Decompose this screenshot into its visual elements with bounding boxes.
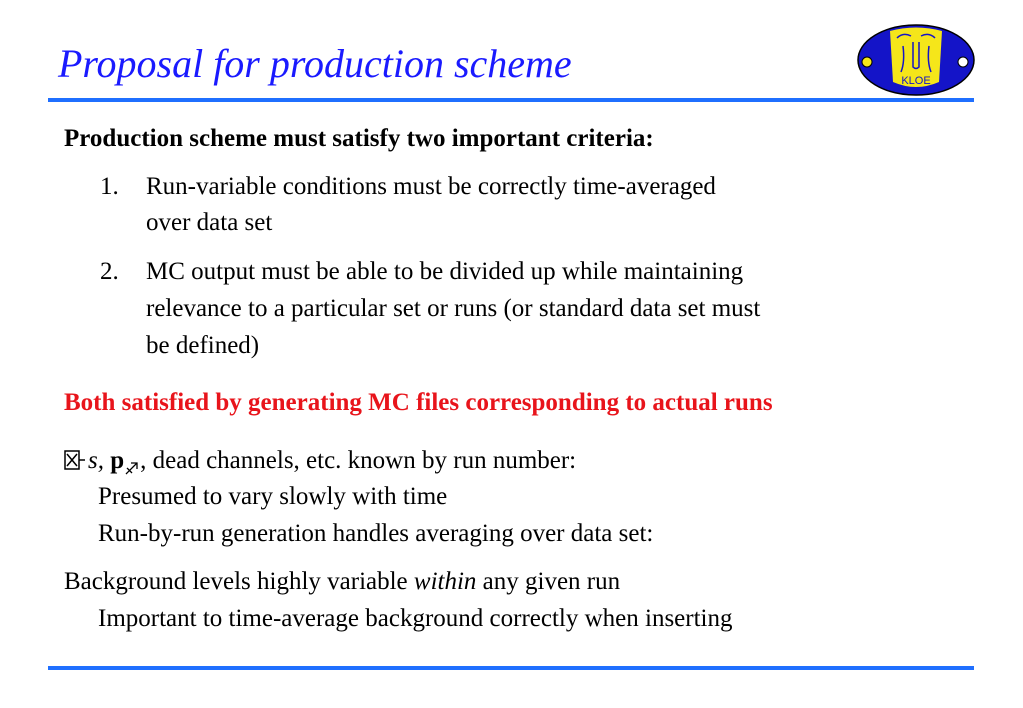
- run-info-line-3: Run-by-run generation handles averaging over data set:: [98, 520, 654, 547]
- background-line-1: [64, 567, 620, 597]
- phi-subscript-icon: [124, 460, 140, 476]
- run-info-line-2: Presumed to vary slowly with time: [98, 483, 448, 510]
- arrow-bullet-icon: [64, 450, 86, 470]
- criterion-number-2: 2.: [100, 258, 119, 285]
- svg-text:KLOE: KLOE: [901, 75, 931, 87]
- sigma-symbol: s,: [88, 447, 104, 474]
- background-emphasis: within: [413, 568, 477, 595]
- kloe-logo: [855, 22, 977, 98]
- criterion-2-line-1: MC output must be able to be divided up while maintaining: [146, 258, 744, 285]
- criterion-1-line-1: Run-variable conditions must be correctly time-averaged: [146, 173, 716, 200]
- run-info-line-1: [64, 446, 576, 476]
- slide-title: Proposal for production scheme: [58, 41, 572, 86]
- conclusion-text: Both satisfied by generating MC files corresponding to actual runs: [64, 389, 773, 416]
- footer-divider: [48, 666, 974, 670]
- run-info-text: , dead channels, etc. known by run number:: [140, 447, 577, 474]
- background-line-2: Important to time-average background correctly when inserting: [98, 605, 733, 632]
- title-divider: [48, 98, 974, 102]
- criteria-heading: Production scheme must satisfy two important criteria:: [64, 125, 654, 152]
- momentum-symbol: p: [110, 447, 125, 474]
- criterion-number-1: 1.: [100, 173, 119, 200]
- background-pre: Background levels highly variable: [64, 568, 414, 595]
- criterion-1-line-2: over data set: [146, 209, 273, 236]
- criterion-2-line-2: relevance to a particular set or runs (or standard data set must: [146, 295, 761, 322]
- background-post: any given run: [476, 568, 621, 595]
- criterion-2-line-3: be defined): [146, 332, 260, 359]
